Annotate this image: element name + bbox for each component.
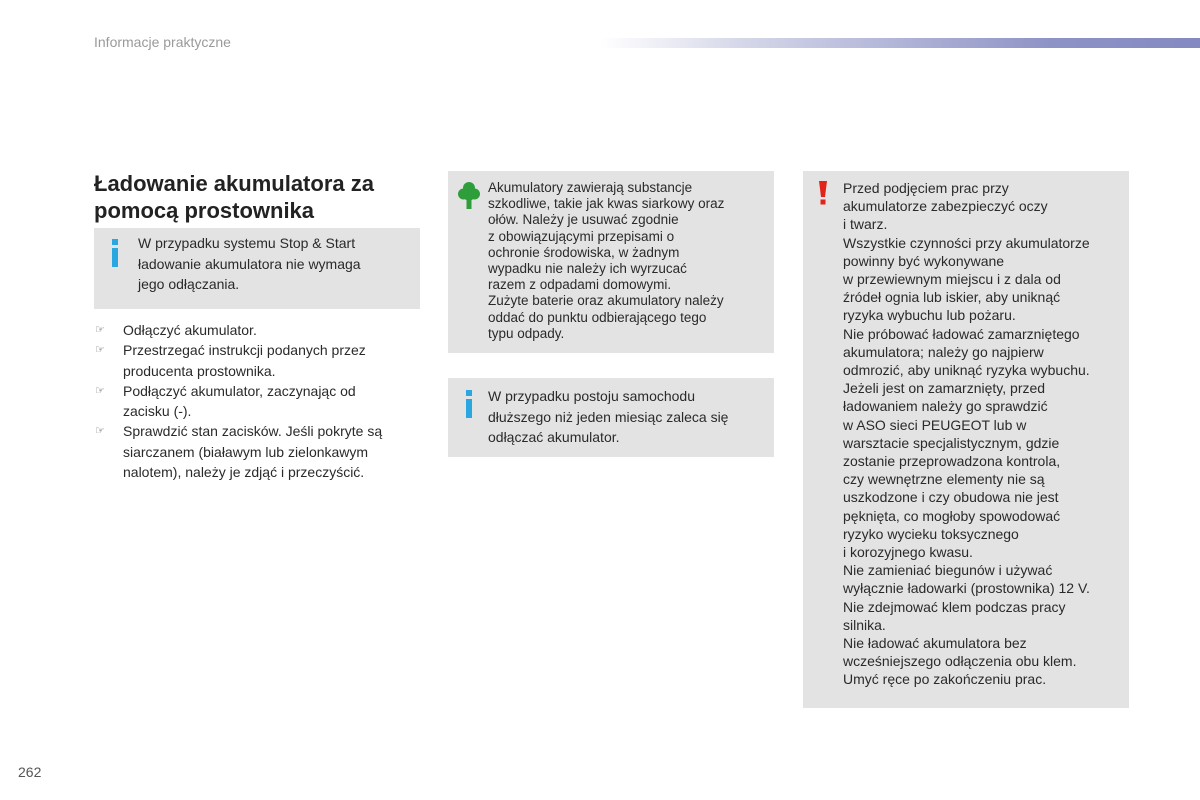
pointing-hand-icon: ☞: [95, 425, 105, 438]
text-line: Nie zdejmować klem podczas pracy: [843, 598, 1066, 615]
text-line: Zużyte baterie oraz akumulatory należy: [488, 293, 724, 309]
step-text: Przestrzegać instrukcji podanych przez: [123, 342, 366, 359]
pointing-hand-icon: ☞: [95, 324, 105, 336]
text-line: zostanie przeprowadzona kontrola,: [843, 453, 1061, 470]
text-line: oddać do punktu odbierającego tego: [488, 309, 707, 325]
text-line: warsztacie specjalistycznym, gdzie: [843, 434, 1060, 451]
text-line: powinny być wykonywane: [843, 252, 1005, 269]
info-box-stop-start: [94, 228, 420, 309]
text-line: ładowaniem należy go sprawdzić: [843, 398, 1048, 415]
exclamation-icon: [818, 181, 828, 205]
text-line: Nie ładować akumulatora bez: [843, 635, 1027, 652]
pointing-hand-icon: ☞: [95, 384, 105, 397]
environment-note-text: [488, 180, 724, 342]
step-text: Odłączyć akumulator.: [123, 322, 257, 338]
warning-text: [843, 179, 1090, 689]
text-line: odłączać akumulator.: [488, 429, 620, 445]
text-line: pęknięta, co mogłoby spowodować: [843, 507, 1061, 524]
text-line: akumulatora; należy go najpierw: [843, 343, 1044, 360]
warning-box: [803, 171, 1129, 708]
section-header: Informacje praktyczne: [94, 34, 231, 50]
text-line: jego odłączania.: [138, 276, 240, 292]
text-line: źródeł ognia lub iskier, aby uniknąć: [843, 289, 1061, 306]
header-decorative-bar: [600, 38, 1200, 48]
step-text: siarczanem (białawym lub zielonkawym: [123, 443, 369, 460]
text-line: ochronie środowiska, w żadnym: [488, 244, 680, 260]
text-line: z obowiązującymi przepisami o: [488, 228, 675, 244]
text-line: Przed podjęciem prac przy: [843, 180, 1009, 196]
text-line: w przewiewnym miejscu i z dala od: [843, 271, 1061, 288]
text-line: W przypadku postoju samochodu: [488, 388, 695, 404]
text-line: ryzyka wybuchu lub pożaru.: [843, 307, 1016, 324]
text-line: odmrozić, aby uniknąć ryzyka wybuchu.: [843, 362, 1090, 379]
pointing-hand-icon: ☞: [95, 344, 105, 357]
step-text: producenta prostownika.: [123, 362, 276, 379]
text-line: wypadku nie należy ich wyrzucać: [488, 261, 687, 277]
text-line: wyłącznie ładowarki (prostownika) 12 V.: [843, 580, 1090, 597]
info-parking-text: [488, 386, 728, 448]
text-line: szkodliwe, takie jak kwas siarkowy oraz: [488, 196, 725, 212]
list-item: [94, 320, 414, 340]
info-icon: [464, 390, 474, 418]
text-line: w ASO sieci PEUGEOT lub w: [843, 416, 1027, 433]
list-item: [94, 340, 414, 381]
text-line: akumulatorze zabezpieczyć oczy: [843, 198, 1048, 215]
text-line: czy wewnętrzne elementy nie są: [843, 471, 1045, 488]
text-line: i korozyjnego kwasu.: [843, 544, 973, 561]
text-line: ryzyko wycieku toksycznego: [843, 525, 1019, 542]
steps-list: [94, 320, 414, 482]
step-text: Podłączyć akumulator, zaczynając od: [123, 382, 356, 399]
text-line: dłuższego niż jeden miesiąc zaleca się: [488, 408, 729, 425]
page-title: Ładowanie akumulatora za pomocą prostownika: [94, 171, 374, 223]
text-line: wcześniejszego odłączenia obu klem.: [843, 653, 1077, 670]
text-line: Akumulatory zawierają substancje: [488, 180, 693, 195]
tree-icon: [458, 181, 480, 209]
list-item: [94, 381, 414, 422]
text-line: Wszystkie czynności przy akumulatorze: [843, 234, 1090, 251]
text-line: uszkodzone i czy obudowa nie jest: [843, 489, 1059, 506]
text-line: typu odpady.: [488, 325, 565, 341]
text-line: ołów. Należy je usuwać zgodnie: [488, 212, 679, 228]
text-line: Nie zamieniać biegunów i używać: [843, 562, 1053, 579]
info-box-parking: [448, 378, 774, 457]
list-item: [94, 421, 414, 482]
step-text: Sprawdzić stan zacisków. Jeśli pokryte są: [123, 423, 383, 440]
environment-note-box: [448, 171, 774, 353]
info-icon: [110, 239, 120, 267]
text-line: ładowanie akumulatora nie wymaga: [138, 255, 361, 272]
text-line: razem z odpadami domowymi.: [488, 277, 672, 293]
text-line: Jeżeli jest on zamarznięty, przed: [843, 380, 1046, 397]
text-line: silnika.: [843, 616, 886, 633]
text-line: W przypadku systemu Stop & Start: [138, 235, 356, 251]
info-stop-start-text: [138, 233, 361, 295]
step-text: zacisku (-).: [123, 403, 192, 420]
page-number: 262: [18, 764, 42, 780]
text-line: Nie próbować ładować zamarzniętego: [843, 325, 1080, 342]
text-line: Umyć ręce po zakończeniu prac.: [843, 671, 1047, 688]
step-text: nalotem), należy je zdjąć i przeczyścić.: [123, 464, 365, 481]
text-line: i twarz.: [843, 216, 888, 233]
